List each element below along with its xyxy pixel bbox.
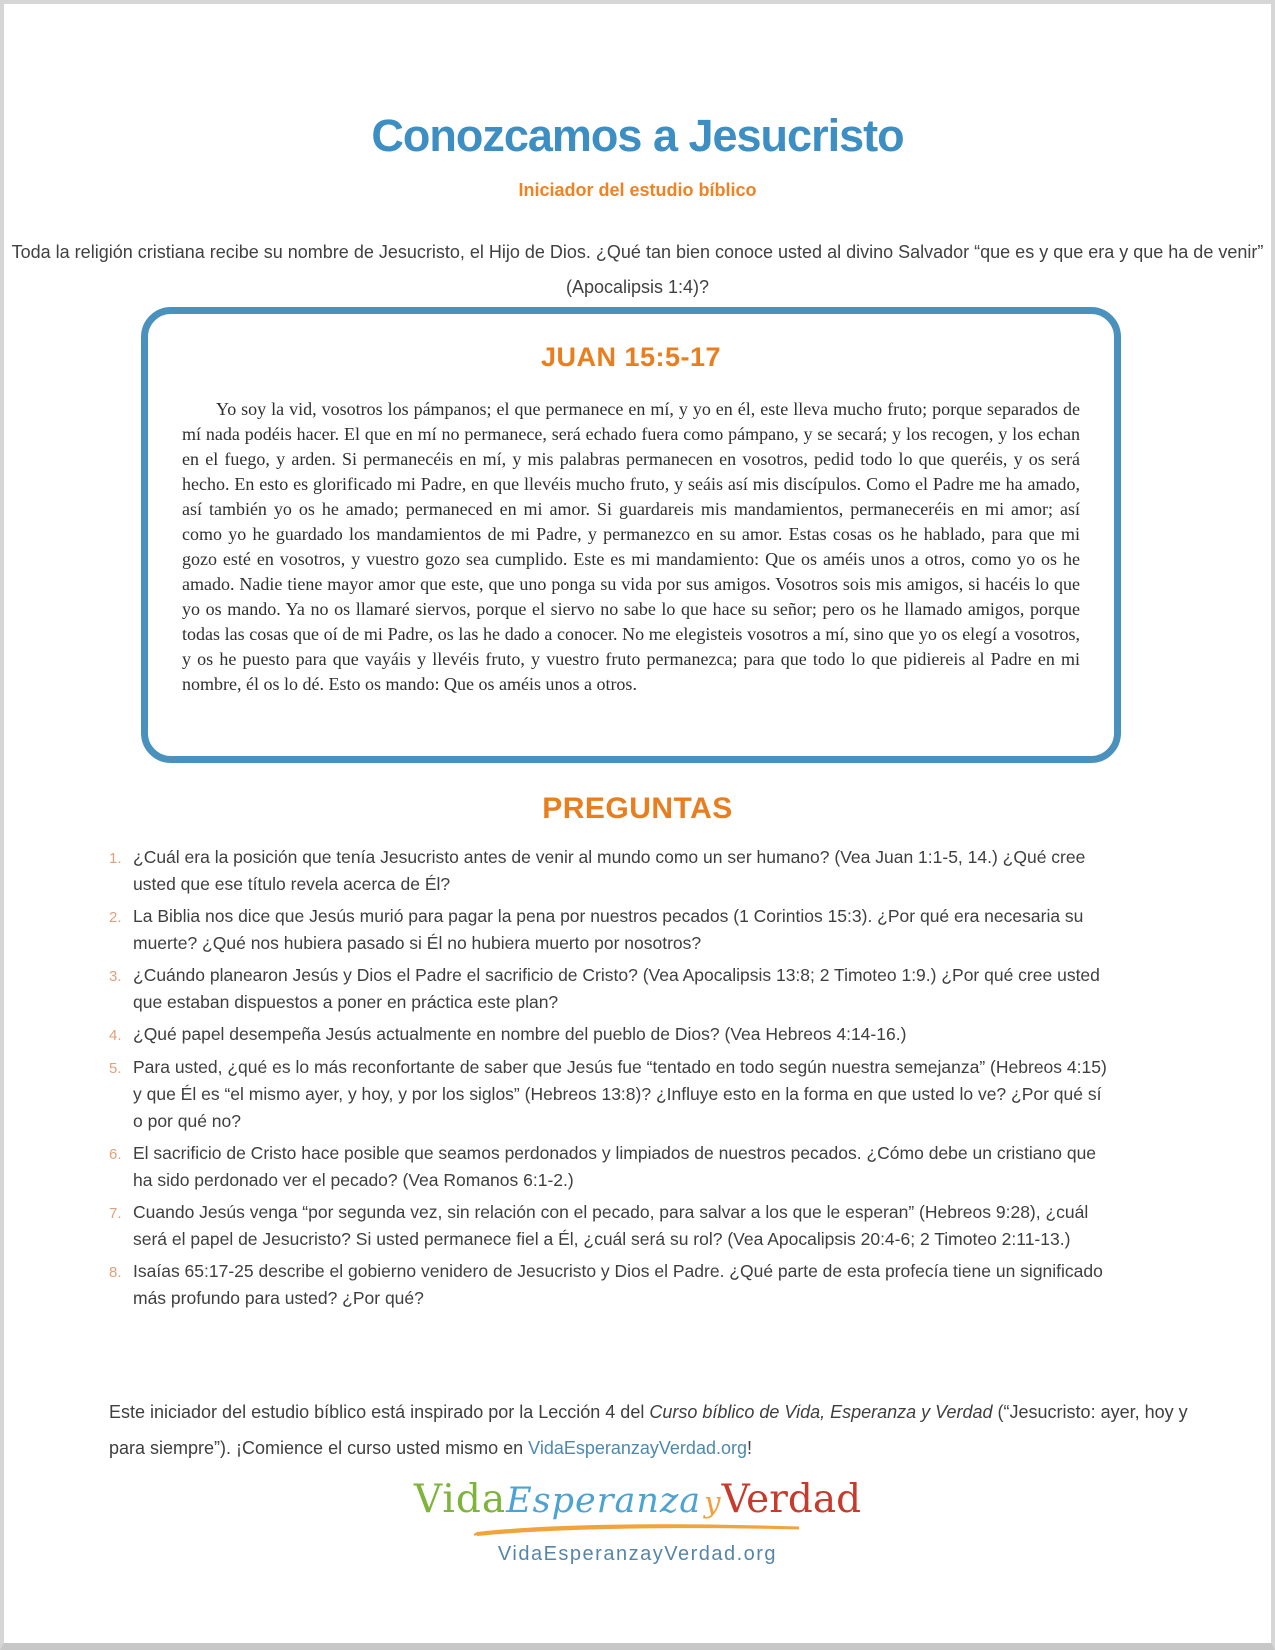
question-number: 1. — [109, 850, 122, 867]
brand-logo — [4, 1477, 1271, 1566]
question-item-2 — [109, 903, 1124, 957]
question-number: 2. — [109, 909, 122, 926]
question-item-6 — [109, 1140, 1124, 1194]
brand-logo-wordmark — [413, 1477, 862, 1522]
question-item-7 — [109, 1199, 1124, 1253]
scripture-heading: JUAN 15:5-17 — [540, 342, 722, 372]
question-item-3 — [109, 962, 1124, 1016]
footnote-course-title: Curso bíblico de Vida, Esperanza y Verdad — [649, 1402, 993, 1422]
question-number: 4. — [109, 1027, 122, 1044]
scripture-box — [141, 307, 1121, 763]
question-item-8 — [109, 1258, 1124, 1312]
question-number: 8. — [109, 1264, 122, 1281]
logo-word-verdad: Verdad — [721, 1477, 862, 1522]
footnote-text: (“Jesucristo: ayer, hoy y para siempre”). ¡Comience el curso usted mismo en — [109, 1402, 1188, 1458]
page-subtitle: Iniciador del estudio bíblico — [518, 180, 757, 200]
logo-website-link[interactable]: VidaEsperanzayVerdad.org — [497, 1543, 778, 1565]
question-number: 5. — [109, 1060, 122, 1077]
logo-swoosh-icon — [473, 1521, 803, 1537]
scripture-text: Yo soy la vid, vosotros los pámpanos; el que permanece en mí, y yo en él, este lleva mucho fruto; porque separados de mí nada podéis hacer. El que en mí no permanece, será echado fuera como pámpano, y se secará; y los recogen, y los echan en el fuego, y arden. Si permanecéis en mí, y mis palabras permanecen en vosotros, pedid todo lo que queréis, y os será hecho. En esto es glorificado mi Padre, en que llevéis mucho fruto, y seáis así mis discípulos. Como el Padre me ha amado, así también yo os he amado; permaneced en mi amor. Si guardareis mis mandamientos, permaneceréis en mi amor; así como yo he guardado los mandamientos de mi Padre, y permanezco en su amor. Estas cosas os he hablado, para que mi gozo esté en vosotros, y vuestro gozo sea cumplido. Este es mi mandamiento: Que os améis unos a otros, como yo os he amado. Nadie tiene mayor amor que este, que uno ponga su vida por sus amigos. Vosotros sois mis amigos, si hacéis lo que yo os mando. Ya no os llamaré siervos, porque el siervo no sabe lo que hace su señor; pero os he llamado amigos, porque todas las cosas que oí de mi Padre, os las he dado a conocer. No me elegisteis vosotros a mí, sino que yo os elegí a vosotros, y os he puesto para que vayáis y llevéis fruto, y vuestro fruto permanezca; para que todo lo que pidiereis al Padre en mi nombre, él os lo dé. Esto os mando: Que os améis unos a otros. — [182, 399, 1080, 694]
question-number: 3. — [109, 968, 122, 985]
question-text: ¿Qué papel desempeña Jesús actualmente en nombre del pueblo de Dios? (Vea Hebreos 4:14-16.) — [133, 1024, 907, 1044]
footnote-text: ! — [746, 1438, 752, 1458]
logo-word-vida: Vida — [413, 1477, 507, 1522]
intro-paragraph: Toda la religión cristiana recibe su nombre de Jesucristo, el Hijo de Dios. ¿Qué tan bien conoce usted al divino Salvador “que es y que era y que ha de venir” (Apocalipsis 1:4)? — [11, 242, 1264, 297]
questions-list — [109, 844, 1124, 1317]
question-item-4 — [109, 1021, 1124, 1049]
question-number: 6. — [109, 1146, 122, 1163]
footnote-paragraph — [109, 1394, 1194, 1466]
question-text: Isaías 65:17-25 describe el gobierno venidero de Jesucristo y Dios el Padre. ¿Qué parte de esta profecía tiene un significado más profundo para usted? ¿Por qué? — [133, 1261, 1103, 1308]
logo-word-esperanza: Esperanza — [506, 1481, 702, 1521]
question-item-5 — [109, 1054, 1124, 1135]
page-title: Conozcamos a Jesucristo — [371, 110, 904, 161]
question-text: Para usted, ¿qué es lo más reconfortante de saber que Jesús fue “tentado en todo según nuestra semejanza” (Hebreos 4:15) y que Él es “el mismo ayer, y hoy, y por los siglos” (Hebreos 13:8)? ¿Influye esto en la forma en que usted lo ve? ¿Por qué sí o por qué no? — [133, 1057, 1107, 1131]
question-text: El sacrificio de Cristo hace posible que seamos perdonados y limpiados de nuestros pecados. ¿Cómo debe un cristiano que ha sido perdonado ver el pecado? (Vea Romanos 6:1-2.) — [133, 1143, 1097, 1190]
question-text: La Biblia nos dice que Jesús murió para pagar la pena por nuestros pecados (1 Corintios 15:3). ¿Por qué era necesaria su muerte? ¿Qué nos hubiera pasado si Él no hubiera muerto por nosotros? — [133, 906, 1084, 953]
question-number: 7. — [109, 1205, 122, 1222]
footnote-text: Este iniciador del estudio bíblico está inspirado por la Lección 4 del — [109, 1402, 650, 1422]
question-text: ¿Cuál era la posición que tenía Jesucristo antes de venir al mundo como un ser humano? (Vea Juan 1:1-5, 14.) ¿Qué cree usted que ese título revela acerca de Él? — [133, 847, 1086, 894]
question-item-1 — [109, 844, 1124, 898]
question-text: ¿Cuándo planearon Jesús y Dios el Padre el sacrificio de Cristo? (Vea Apocalipsis 13:8; 2 Timoteo 1:9.) ¿Por qué cree usted que estaban dispuestos a poner en práctica este plan? — [133, 965, 1100, 1012]
logo-word-y: y — [704, 1485, 721, 1519]
questions-heading: PREGUNTAS — [542, 792, 733, 825]
course-website-link[interactable]: VidaEsperanzayVerdad.org — [528, 1438, 747, 1458]
question-text: Cuando Jesús venga “por segunda vez, sin relación con el pecado, para salvar a los que le esperan” (Hebreos 9:28), ¿cuál será el papel de Jesucristo? Si usted permanece fiel a Él, ¿cuál será su rol? (Vea Apocalipsis 20:4-6; 2 Timoteo 2:11-13.) — [133, 1202, 1089, 1249]
